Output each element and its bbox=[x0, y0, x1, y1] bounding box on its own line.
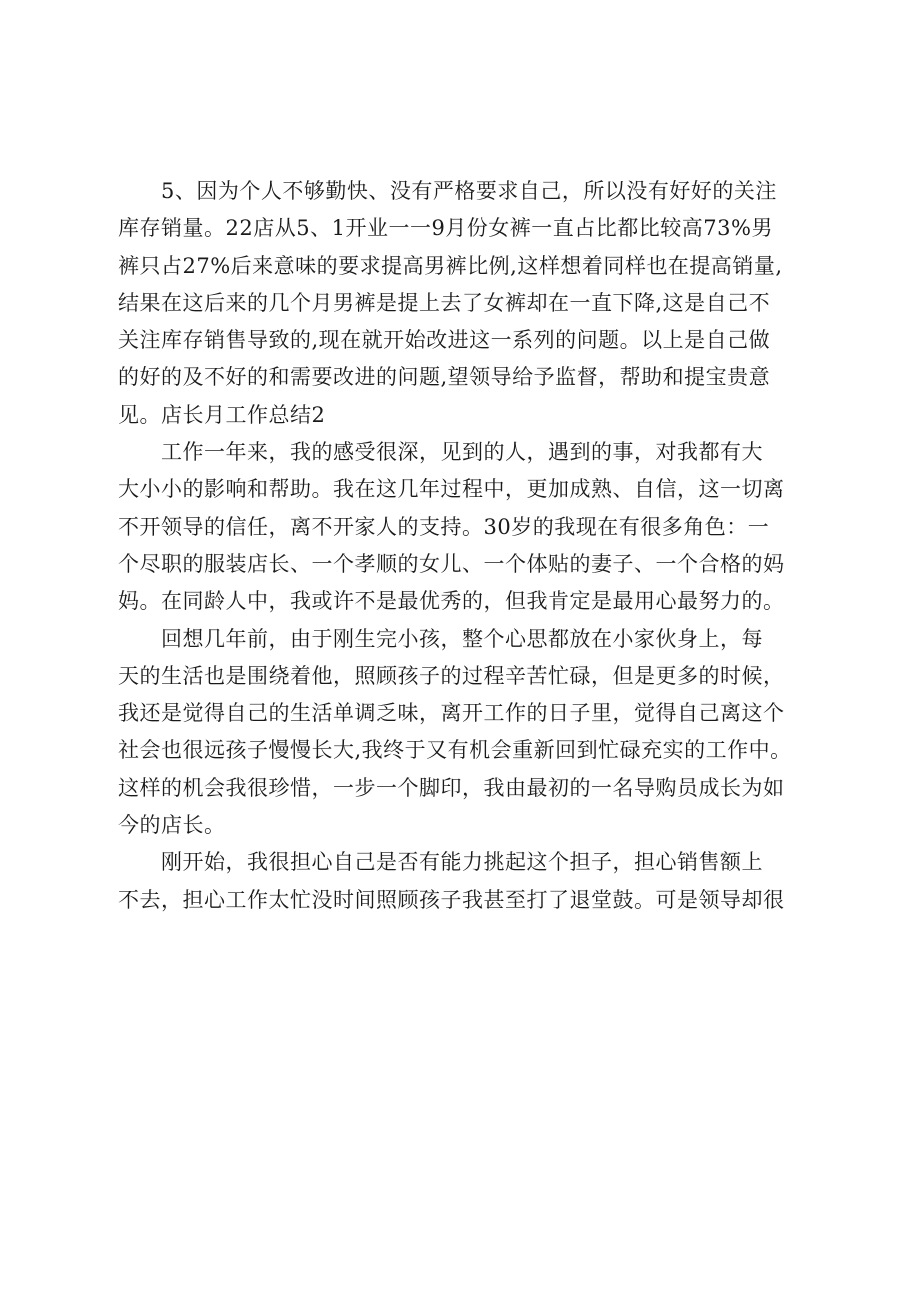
text-line: 社会也很远孩子慢慢长大,我终于又有机会重新回到忙碌充实的工作中。 bbox=[118, 738, 792, 763]
text-line: 工作一年来，我的感受很深，见到的人，遇到的事，对我都有大 bbox=[118, 440, 763, 465]
text-line: 我还是觉得自己的生活单调乏味，离开工作的日子里，觉得自己离这个 bbox=[118, 701, 785, 726]
text-line: 结果在这后来的几个月男裤是提上去了女裤却在一直下降,这是自己不 bbox=[118, 290, 771, 315]
text-line: 5、因为个人不够勤快、没有严格要求自己，所以没有好好的关注 bbox=[118, 179, 777, 203]
text-line: 裤只占27%后来意味的要求提高男裤比例,这样想着同样也在提高销量, bbox=[118, 253, 783, 278]
text-line: 见。店长月工作总结2 bbox=[118, 402, 326, 427]
text-line: 刚开始，我很担心自己是否有能力挑起这个担子，担心销售额上 bbox=[118, 850, 763, 875]
text-line: 的好的及不好的和需要改进的问题,望领导给予监督，帮助和提宝贵意 bbox=[118, 365, 771, 390]
text-line: 回想几年前，由于刚生完小孩，整个心思都放在小家伙身上，每 bbox=[118, 626, 763, 651]
text-line: 这样的机会我很珍惜，一步一个脚印，我由最初的一名导购员成长为如 bbox=[118, 775, 785, 800]
text-line: 个尽职的服装店长、一个孝顺的女儿、一个体贴的妻子、一个合格的妈 bbox=[118, 551, 785, 576]
text-line: 大小小的影响和帮助。我在这几年过程中，更加成熟、自信，这一切离 bbox=[118, 477, 785, 502]
text-line: 关注库存销售导致的,现在就开始改进这一系列的问题。以上是自己做 bbox=[118, 328, 771, 353]
text-line: 今的店长。 bbox=[118, 813, 226, 838]
text-line: 天的生活也是围绕着他，照顾孩子的过程辛苦忙碌，但是更多的时候， bbox=[118, 663, 785, 688]
document-body-text bbox=[118, 173, 838, 919]
text-line: 不开领导的信任，离不开家人的支持。30岁的我现在有很多角色：一 bbox=[118, 514, 770, 539]
text-line: 妈。在同龄人中，我或许不是最优秀的，但我肯定是最用心最努力的。 bbox=[118, 589, 785, 614]
text-line: 不去，担心工作太忙没时间照顾孩子我甚至打了退堂鼓。可是领导却很 bbox=[118, 887, 785, 912]
text-line: 库存销量。22店从5、1开业一一9月份女裤一直占比都比较高73%男 bbox=[118, 216, 773, 241]
